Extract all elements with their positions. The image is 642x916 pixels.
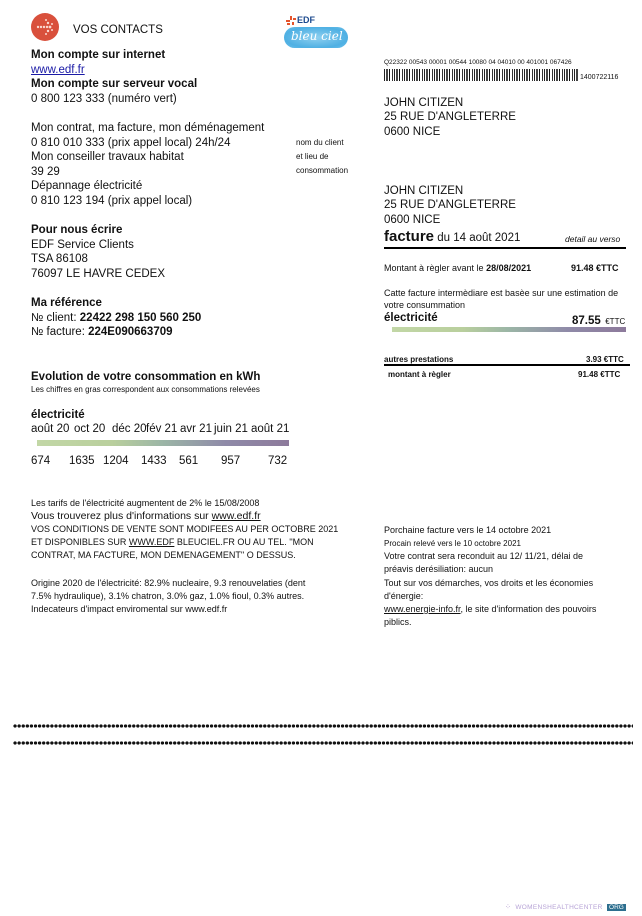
side-note-2: et lieu de [296, 152, 329, 161]
other-services-label: autres prestations [384, 355, 454, 364]
invoice-number-label: № facture: [31, 326, 89, 338]
estimate-note-1: Catte facture intermèdiare est basèe sur une estimation de [384, 288, 619, 298]
more-info-text: Vous trouverez plus d'informations sur [31, 510, 212, 522]
invoice-number-value: 224E090663709 [88, 326, 173, 338]
rights-line-1: Tout sur vos démarches, vos droits et les économies [384, 578, 594, 588]
month-label: juin 21 [214, 423, 248, 435]
client-number-value: 22422 298 150 560 250 [79, 312, 202, 324]
more-info-link[interactable]: www.edf.fr [211, 510, 261, 522]
consumption-value: 957 [221, 455, 241, 467]
write-line-1: EDF Service Clients [31, 239, 134, 251]
vocal-heading: Mon compte sur serveur vocal [31, 78, 198, 90]
origin-line-3: Indecateurs d'impact enviromental sur www.edf.fr [31, 604, 228, 614]
contacts-logo [31, 13, 59, 41]
conditions-line-3: CONTRAT, MA FACTURE, MON DEMENAGEMENT'' O DESSUS. [31, 550, 296, 560]
dotted-separator-1 [13, 723, 633, 729]
reference-heading: Ma référence [31, 297, 102, 309]
month-label: avr 21 [180, 423, 212, 435]
edf-brand-text: EDF [297, 15, 315, 25]
month-label: déc 20 [112, 423, 147, 435]
invoice-title-word: facture [384, 228, 435, 245]
month-label: août 20 [31, 423, 70, 435]
watermark-text: WOMENSHEALTHCENTER [515, 904, 603, 911]
rights-line-2: d'énergie: [384, 591, 424, 601]
electricity-unit: €TTC [605, 317, 626, 326]
consumption-energy-label: électricité [31, 409, 85, 421]
consumption-title: Evolution de votre consommation en kWh [31, 371, 261, 383]
invoice-title-date: du 14 août 2021 [434, 232, 521, 244]
conditions-line-2 [31, 536, 314, 548]
watermark [505, 896, 626, 914]
contacts-title: VOS CONTACTS [73, 24, 163, 36]
detail-note: detail au verso [565, 234, 621, 244]
dotted-separator-2 [13, 740, 633, 746]
side-note-1: nom du client [296, 138, 344, 147]
tariff-note: Les tarifs de l'électricité augmentent de 2% le 15/08/2008 [31, 498, 260, 508]
next-reading: Procain relevé vers le 10 octobre 2021 [384, 539, 521, 548]
edf-bleu-ciel-logo [283, 14, 349, 50]
watermark-badge: ORG [609, 904, 624, 911]
consumption-value: 1204 [103, 455, 129, 467]
origin-line-1: Origine 2020 de l'électricité: 82.9% nucleaire, 9.3 renouvelaties (dent [31, 578, 306, 588]
consumption-value: 561 [179, 455, 199, 467]
origin-line-2: 7.5% hydraulique), 3.1% chatron, 3.0% gaz, 1.0% fioul, 0.3% autres. [31, 591, 305, 601]
month-label: fév 21 [146, 423, 178, 435]
advisor-label: Mon conseiller travaux habitat [31, 151, 184, 163]
estimate-note-2: votre consummation [384, 300, 466, 310]
write-line-3: 76097 LE HAVRE CEDEX [31, 268, 166, 280]
side-note-3: consommation [296, 166, 349, 175]
contract-label: Mon contrat, ma facture, mon déménagement [31, 122, 265, 134]
electricity-bar [392, 327, 626, 332]
consumption-value: 732 [268, 455, 288, 467]
write-line-2: TSA 86108 [31, 253, 88, 265]
address1-line-1: JOHN CITIZEN [384, 97, 464, 109]
consumption-bar [37, 440, 289, 446]
site-line-2: piblics. [384, 617, 412, 627]
internet-heading: Mon compte sur internet [31, 49, 166, 61]
due-label: Montant à règler avant le [384, 263, 487, 273]
total-label: montant à règler [388, 370, 451, 379]
energie-info-link[interactable]: www.energie-info.fr [384, 604, 461, 614]
address1-line-2: 25 RUE D'ANGLETERRE [384, 111, 516, 123]
vocal-number: 0 800 123 333 (numéro vert) [31, 93, 177, 105]
month-label: août 21 [251, 423, 290, 435]
arrow-dots-icon [31, 13, 59, 41]
conditions-link[interactable]: WWW.EDF [128, 537, 175, 547]
contract-renewal-2: préavis derésiliation: aucun [384, 564, 494, 574]
client-number [31, 311, 201, 326]
address2-line-3: 0600 NICE [384, 214, 441, 226]
due-date: 28/08/2021 [486, 263, 532, 273]
conditions-prefix: ET DISPONIBLES SUR [31, 537, 129, 547]
repair-label: Dépannage électricité [31, 180, 143, 192]
invoice-title [384, 228, 520, 246]
month-label: oct 20 [74, 423, 106, 435]
electricity-label: électricité [384, 312, 438, 324]
client-number-label: № client: [31, 312, 80, 324]
consumption-value: 1433 [141, 455, 167, 467]
consumption-subtitle: Les chiffres en gras correspondent aux consommations relevées [31, 385, 260, 394]
contract-number: 0 810 010 333 (prix appel local) 24h/24 [31, 137, 231, 149]
watermark-dots-icon: ⁘ [505, 904, 511, 911]
due-line [384, 262, 531, 274]
conditions-line-1: VOS CONDITIONS DE VENTE SONT MODIFEES AU PER OCTOBRE 2021 [31, 524, 339, 534]
total-rule [384, 364, 630, 366]
address1-line-3: 0600 NICE [384, 126, 441, 138]
consumption-value: 674 [31, 455, 51, 467]
conditions-suffix: BLEUCIEL.FR OU AU TEL. ''MON [174, 537, 314, 547]
due-amount: 91.48 €TTC [571, 263, 619, 273]
internet-link[interactable]: www.edf.fr [31, 64, 85, 76]
barcode-number: 1400722116 [580, 74, 619, 81]
write-heading: Pour nous écrire [31, 224, 123, 236]
more-info-line [31, 509, 261, 524]
invoice-title-rule [384, 247, 626, 249]
barcode-code-line: Q22322 00543 00001 00544 10080 04 04010 00 401001 067426 [384, 59, 572, 66]
repair-number: 0 810 123 194 (prix appel local) [31, 195, 193, 207]
contract-renewal-1: Votre contrat sera reconduit au 12/ 11/21, délai de [384, 551, 583, 561]
address2-line-1: JOHN CITIZEN [384, 185, 464, 197]
barcode [384, 69, 579, 81]
total-amount: 91.48 €TTC [578, 370, 621, 379]
invoice-number [31, 325, 173, 340]
site-line [384, 603, 596, 615]
bleu-ciel-text: bleu ciel [291, 29, 343, 43]
advisor-number: 39 29 [31, 166, 60, 178]
next-invoice: Porchaine facture vers le 14 octobre 2021 [384, 525, 552, 535]
address2-line-2: 25 RUE D'ANGLETERRE [384, 199, 516, 211]
site-suffix: , le site d'information des pouvoirs [460, 604, 597, 614]
other-services-amount: 3.93 €TTC [586, 355, 624, 364]
electricity-amount: 87.55 [572, 315, 601, 327]
consumption-value: 1635 [69, 455, 95, 467]
